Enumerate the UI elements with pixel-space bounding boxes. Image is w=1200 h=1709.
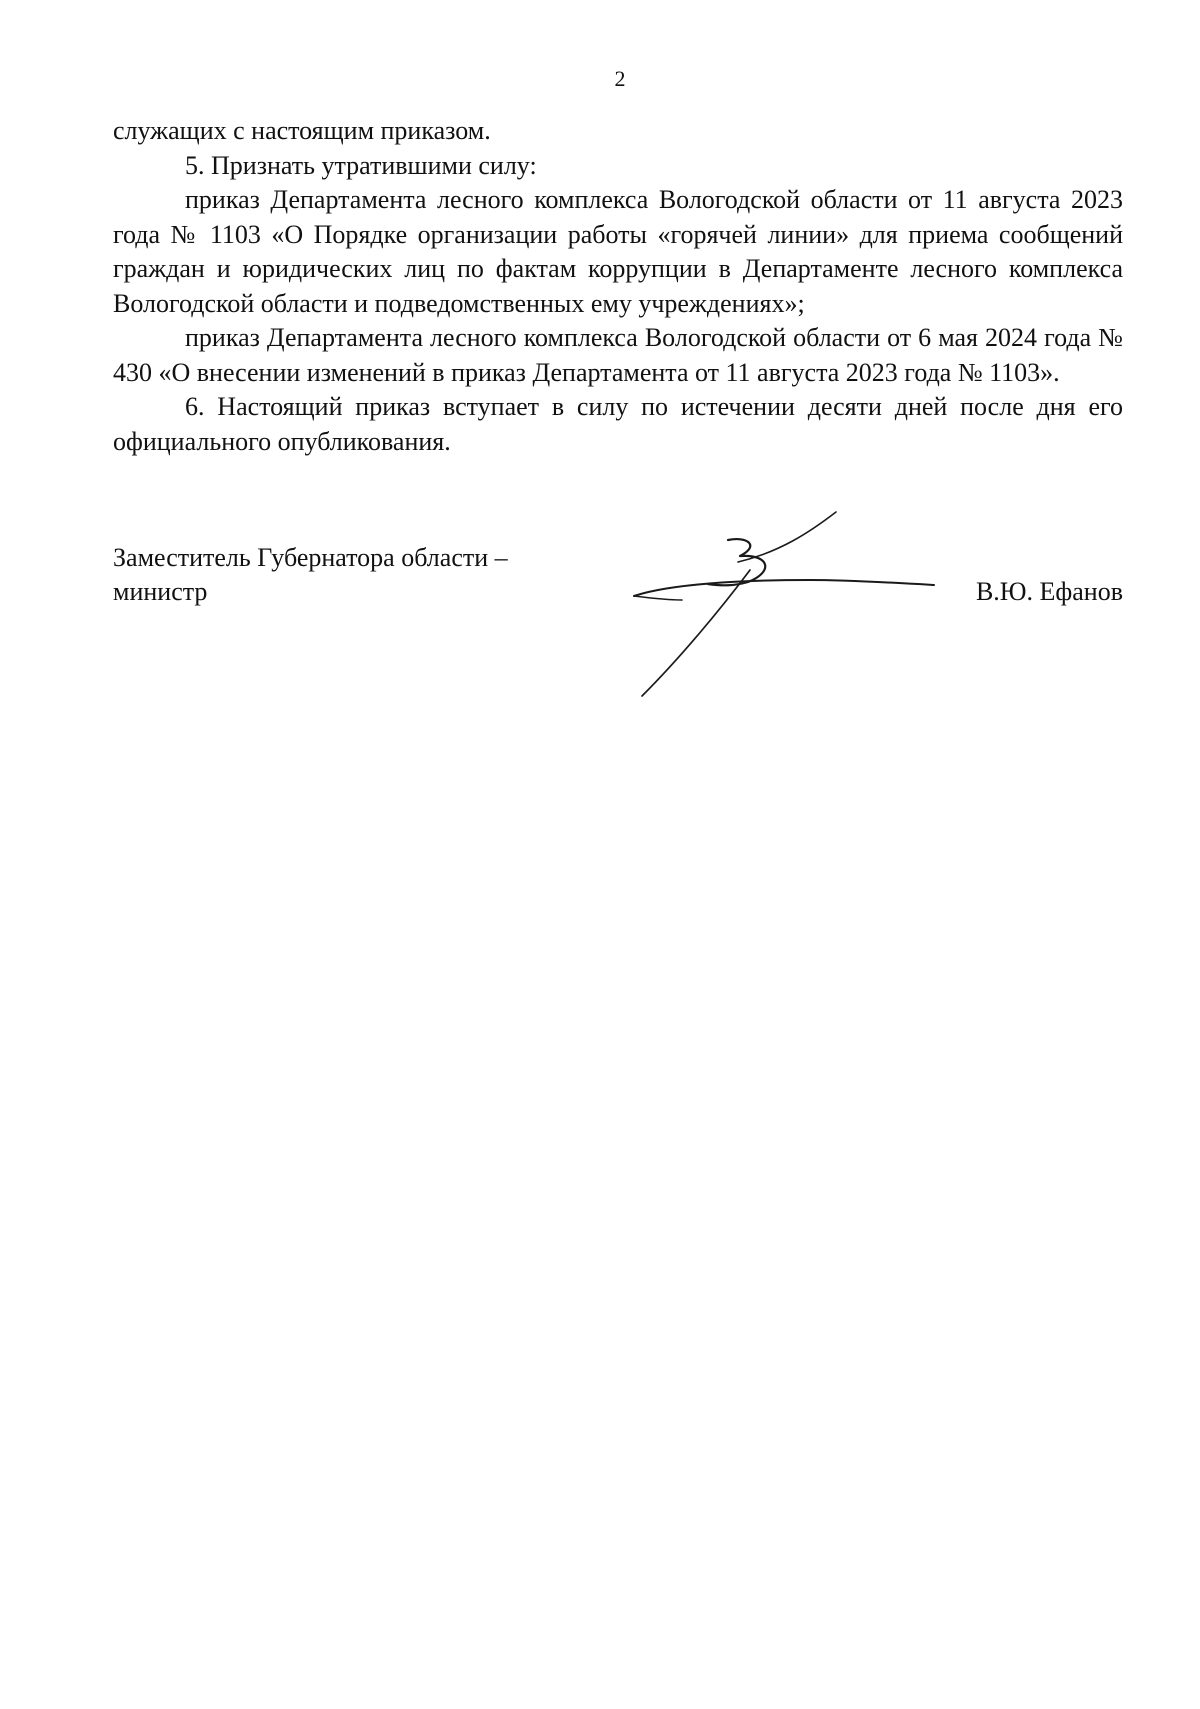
signatory-position-line-1: Заместитель Губернатора области –	[113, 543, 508, 572]
page-number: 2	[614, 66, 626, 91]
paragraph-item-6: 6. Настоящий приказ вступает в силу по истечении десяти дней после дня его официального опубликования.	[113, 392, 1123, 456]
paragraph-item-5: 5. Признать утратившими силу:	[185, 150, 537, 180]
handwritten-signature	[600, 500, 960, 720]
document-body	[113, 114, 1123, 459]
paragraph-continuation: служащих с настоящим приказом.	[113, 116, 491, 145]
signature-stroke-hook	[634, 596, 682, 600]
signature-stroke-loop	[708, 539, 765, 585]
signatory-name: В.Ю. Ефанов	[975, 577, 1123, 606]
signatory-position	[113, 541, 508, 609]
signatory-position-line-2: министр	[113, 577, 208, 606]
paragraph-repealed-order-430: приказ Департамента лесного комплекса Вологодской области от 6 мая 2024 года № 430 «О внесении изменений в приказ Департамента от 11 августа 2023 года № 1103».	[113, 323, 1123, 387]
paragraph-repealed-order-1103: приказ Департамента лесного комплекса Вологодской области от 11 августа 2023 года № 1103 «О Порядке организации работы «горячей линии» для приема сообщений граждан и юридических лиц по фактам коррупции в Департаменте лесного комплекса Вологодской области и подведомственных ему учреждениях»;	[113, 185, 1123, 318]
signature-stroke-horizontal	[634, 580, 934, 596]
signature-stroke-upper	[738, 512, 836, 562]
